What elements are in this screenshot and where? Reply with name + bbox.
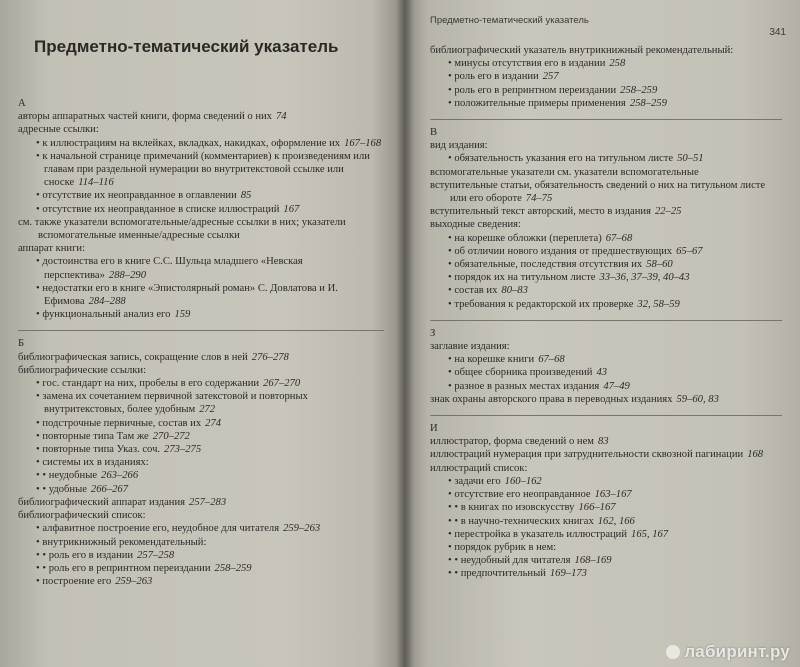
entry-text: отсутствие его неоправданное [454, 489, 591, 501]
entry-text: подстрочные первичные, состав их [42, 417, 202, 429]
entry-text: авторы аппаратных частей книги, форма сведений о них [18, 111, 272, 123]
index-subentry [430, 284, 782, 297]
page-reference: 33–36, 37–39, 40–43 [599, 272, 690, 284]
page-reference: 259–263 [283, 523, 321, 535]
page-reference: 162, 166 [597, 515, 635, 527]
page-reference: 80–83 [501, 285, 528, 297]
entry-text: повторные типа Указ. соч. [42, 444, 161, 456]
index-subentry [18, 377, 384, 390]
index-subentry [430, 245, 782, 258]
section-divider [430, 415, 782, 416]
running-head: Предметно-тематический указатель [430, 15, 589, 26]
index-subentry [430, 475, 782, 488]
page-reference: 43 [596, 367, 608, 379]
page-reference: 165, 167 [631, 528, 669, 540]
page-reference: 272 [199, 404, 216, 416]
index-subsubentry [18, 562, 384, 575]
entry-text: отсутствие их неоправданное в списке иллюстраций [42, 203, 280, 215]
index-subentry [18, 137, 384, 150]
index-entry [18, 496, 384, 509]
page-reference: 32, 58–59 [637, 298, 680, 310]
index-subentry [18, 417, 384, 430]
page-reference: 257–258 [137, 549, 175, 561]
entry-text: обязательные, последствия отсутствия их [454, 259, 643, 271]
entry-text: неудобные [48, 470, 98, 482]
watermark-text: лабиринт.ру [684, 642, 790, 661]
page-reference: 59–60, 83 [676, 393, 719, 405]
page-reference: 166–167 [578, 502, 616, 514]
page-reference: 74 [275, 111, 287, 123]
entry-text: предпочтительный [460, 568, 546, 580]
page-reference: 22–25 [654, 206, 682, 218]
entry-text: библиографический список: [18, 510, 146, 522]
page-reference: 50–51 [677, 153, 704, 165]
index-subentry [18, 536, 384, 549]
section-letter: И [430, 423, 438, 435]
entry-text: иллюстраций список: [430, 462, 528, 474]
section-divider [430, 320, 782, 321]
entry-text: удобные [48, 483, 87, 495]
index-entry [430, 44, 782, 57]
page-reference: 258–259 [214, 562, 252, 574]
entry-text: состав их [454, 285, 498, 297]
entry-text: роль его в репринтном переиздании [48, 562, 211, 574]
entry-text: построение его [42, 576, 112, 588]
index-entry [430, 462, 782, 475]
entry-text: обязательность указания его на титульном листе [454, 153, 674, 165]
page-reference: 263–266 [101, 470, 139, 482]
entry-text: перестройка в указатель иллюстраций [454, 528, 628, 540]
page-reference: 266–267 [90, 483, 128, 495]
watermark-logo [666, 642, 790, 661]
page-reference: 274 [205, 417, 222, 429]
index-entry [430, 179, 782, 205]
index-subentry [18, 308, 384, 321]
entry-text: замена их сочетанием первичной затекстовой и повторных внутритекстовых, более удобным [42, 391, 308, 416]
left-index-entries [18, 97, 384, 597]
entry-text: в книгах по изовскусству [460, 502, 575, 514]
book-spine-shadow [396, 0, 414, 667]
entry-text: порядок рубрик в нем: [454, 541, 557, 553]
page-reference: 74–75 [525, 193, 553, 205]
index-subentry [18, 282, 384, 308]
index-entry [18, 216, 384, 242]
section-letter: А [18, 98, 26, 109]
page-reference: 67–68 [538, 354, 565, 366]
index-entry [430, 205, 782, 218]
page-reference: 83 [597, 436, 609, 448]
index-subentry [18, 150, 384, 190]
index-subentry [430, 528, 782, 541]
page-reference: 163–167 [594, 489, 632, 501]
entry-text: адресные ссылки: [18, 124, 99, 136]
entry-text: к начальной странице примечаний (комментариев) к произведениям или главам при раздельной нумерации во внутритекстовой ссылке или сноске [42, 150, 370, 189]
page-reference: 168 [747, 449, 764, 461]
entry-text: отсутствие их неоправданное в оглавлении [42, 190, 237, 202]
page-reference: 288–290 [108, 269, 146, 281]
entry-text: на корешке книги [454, 354, 535, 366]
index-subsubentry [18, 483, 384, 496]
index-section [18, 330, 384, 588]
page-reference: 259–263 [115, 576, 153, 588]
section-letter: Б [18, 338, 25, 350]
entry-text: библиографическая запись, сокращение слов в ней [18, 351, 248, 363]
entry-text: вступительные статьи, обязательность сведений о них на титульном листе или его обороте [430, 179, 766, 205]
index-subentry [430, 271, 782, 284]
index-subsubentry [18, 549, 384, 562]
page-number: 341 [769, 27, 786, 38]
index-entry [18, 110, 384, 123]
entry-text: требования к редакторской их проверке [454, 298, 634, 310]
page-reference: 258 [609, 58, 626, 70]
page-reference: 258–259 [629, 97, 667, 109]
entry-text: аппарат книги: [18, 243, 86, 255]
index-subsubentry [430, 501, 782, 514]
index-entry [430, 340, 782, 353]
entry-text: общее сборника произведений [454, 367, 593, 379]
page-reference: 47–49 [603, 380, 630, 392]
entry-text: недостатки его в книге «Эпистолярный роман» С. Довлатова и И. Ефимова [42, 282, 338, 308]
index-subentry [430, 353, 782, 366]
entry-text: функциональный анализ его [42, 309, 171, 321]
index-subsubentry [430, 515, 782, 528]
index-entry [430, 393, 782, 406]
entry-text: роль его в репринтном переиздании [454, 84, 617, 96]
index-entry [18, 364, 384, 377]
page-reference: 167 [283, 203, 300, 215]
index-entry [430, 448, 782, 461]
page-reference: 114–116 [78, 177, 114, 189]
index-subsubentry [430, 567, 782, 580]
index-entry [18, 242, 384, 255]
entry-text: положительные примеры применения [454, 97, 626, 109]
entry-text: заглавие издания: [430, 341, 510, 353]
index-entry [18, 509, 384, 522]
entry-text: системы их в изданиях: [42, 457, 149, 469]
index-subentry [18, 456, 384, 469]
index-subentry [430, 366, 782, 379]
index-subentry [430, 258, 782, 271]
page-reference: 284–288 [88, 296, 126, 308]
entry-text: см. также указатели вспомогательные/адресные ссылки в них; указатели вспомогательные именные/адресные ссылки [18, 216, 346, 242]
page-reference: 270–272 [152, 430, 190, 442]
index-subentry [430, 380, 782, 393]
entry-text: порядок их на титульном листе [454, 272, 596, 284]
index-subentry [18, 255, 384, 281]
section-letter: З [430, 327, 436, 339]
index-subentry [18, 203, 384, 216]
section-divider [430, 119, 782, 120]
index-subentry [18, 189, 384, 202]
index-subentry [18, 443, 384, 456]
index-subentry [430, 232, 782, 245]
entry-text: роль его в издании [454, 71, 539, 83]
entry-text: знак охраны авторского права в переводных изданиях [430, 393, 673, 405]
index-subsubentry [18, 469, 384, 482]
index-section [430, 44, 782, 110]
entry-text: минусы отсутствия его в издании [454, 58, 606, 70]
page-reference: 169–173 [549, 568, 587, 580]
entry-text: роль его в издании [48, 549, 134, 561]
index-subentry [430, 97, 782, 110]
page-reference: 85 [240, 190, 252, 202]
section-divider [18, 330, 384, 331]
right-index-entries [430, 44, 782, 590]
right-page [404, 0, 800, 667]
index-subentry [18, 390, 384, 416]
index-subentry [430, 541, 782, 554]
entry-text: иллюстраций нумерация при затруднительности сквозной пагинации [430, 449, 744, 461]
page-reference: 267–270 [263, 378, 301, 390]
index-subentry [18, 430, 384, 443]
entry-text: вступительный текст авторский, место в издания [430, 206, 651, 218]
section-letter: В [430, 127, 438, 139]
labirint-logo-icon [666, 645, 680, 659]
index-subentry [18, 575, 384, 588]
page-reference: 257–283 [189, 496, 227, 508]
index-title: Предметно-тематический указатель [34, 37, 339, 56]
page-reference: 273–275 [164, 444, 202, 456]
entry-text: вспомогательные указатели см. указатели вспомогательные [430, 166, 699, 178]
index-subentry [430, 84, 782, 97]
entry-text: повторные типа Там же [42, 430, 149, 442]
entry-text: библиографический аппарат издания [18, 496, 186, 508]
index-section [18, 97, 384, 321]
index-subentry [430, 57, 782, 70]
index-subentry [430, 488, 782, 501]
entry-text: вид издания: [430, 140, 488, 152]
page-reference: 65–67 [676, 245, 703, 257]
entry-text: разное в разных местах издания [454, 380, 600, 392]
index-section [430, 415, 782, 580]
index-entry [430, 435, 782, 448]
index-section [430, 320, 782, 406]
page-reference: 167–168 [344, 137, 382, 149]
index-entry [18, 123, 384, 136]
entry-text: задачи его [454, 475, 501, 487]
index-subentry [430, 70, 782, 83]
entry-text: библиографические ссылки: [18, 364, 147, 376]
entry-text: достоинства его в книге С.С. Шульца младшего «Невская перспектива» [42, 256, 303, 281]
index-subentry [430, 152, 782, 165]
entry-text: на корешке обложки (переплета) [454, 232, 602, 244]
index-subentry [18, 522, 384, 535]
index-entry [18, 351, 384, 364]
entry-text: к иллюстрациям на вклейках, вкладках, накидках, оформление их [42, 137, 341, 149]
index-subsubentry [430, 554, 782, 567]
index-subentry [430, 298, 782, 311]
index-entry [430, 166, 782, 179]
entry-text: библиографический указатель внутрикнижный рекомендательный: [430, 45, 734, 56]
entry-text: гос. стандарт на них, пробелы в его содержании [42, 378, 260, 390]
entry-text: иллюстратор, форма сведений о нем [430, 436, 594, 448]
index-entry [430, 139, 782, 152]
page-reference: 67–68 [605, 232, 633, 244]
page-reference: 160–162 [504, 475, 542, 487]
page-reference: 276–278 [251, 351, 289, 363]
entry-text: выходные сведения: [430, 219, 521, 231]
entry-text: неудобный для читателя [460, 555, 571, 567]
index-section [430, 119, 782, 311]
page-reference: 168–169 [574, 555, 612, 567]
page-reference: 58–60 [646, 259, 673, 271]
page-reference: 258–259 [620, 84, 658, 96]
entry-text: в научно-технических книгах [460, 515, 594, 527]
page-reference: 159 [174, 309, 191, 321]
page-reference: 257 [542, 71, 559, 83]
entry-text: внутрикнижный рекомендательный: [42, 536, 207, 548]
entry-text: алфавитное построение его, неудобное для читателя [42, 523, 280, 535]
index-entry [430, 218, 782, 231]
entry-text: об отличии нового издания от предшествующих [454, 245, 673, 257]
